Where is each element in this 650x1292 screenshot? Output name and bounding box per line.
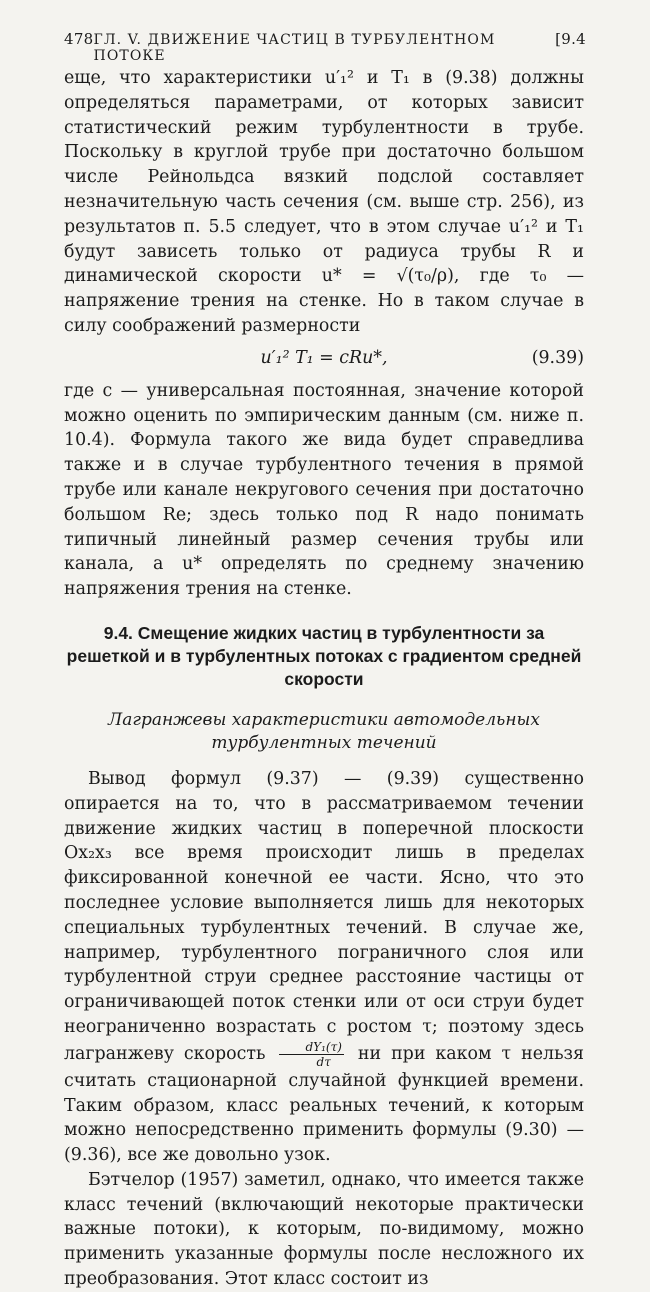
paragraph-3 xyxy=(64,767,584,1168)
page-body xyxy=(64,66,584,1292)
formula-9-39 xyxy=(64,339,584,379)
section-heading: 9.4. Смещение жидких частиц в турбулентности за решеткой и в турбулентных потоках с градиентом средней скорости xyxy=(66,622,582,689)
equation-number: (9.39) xyxy=(531,348,584,369)
formula-expression: u′₁² T₁ = cRu*, xyxy=(260,348,388,369)
fraction-numerator: dY₁(τ) xyxy=(279,1040,343,1055)
section-reference: [9.4 xyxy=(555,30,586,48)
paragraph-3-text-after: ни при каком τ нельзя считать стационарной случайной функцией времени. Таким образом, класс реальных течений, к которым можно непосредственно применить формулы (9.30) — (9.36), все же довольно узок. xyxy=(64,1043,585,1166)
page-number: 478 xyxy=(64,30,94,48)
paragraph-3-text-before: Вывод формул (9.37) — (9.39) существенно опирается на то, что в рассматриваемом течении движение жидких частиц в поперечной плоскости Ox₂x₃ все время происходит лишь в пределах фиксированной конечной ее части. Ясно, что это последнее условие выполняется лишь для некоторых специальных турбулентных течений. В случае же, например, турбулентного пограничного слоя или турбулентной струи среднее расстояние частицы от ограничивающей поток стенки или от оси струи будет неограниченно возрастать с ростом τ; поэтому здесь лагранжеву скорость xyxy=(64,768,584,1064)
paragraph-2: где c — универсальная постоянная, значение которой можно оценить по эмпирическим данным (см. ниже п. 10.4). Формула такого же вида будет справедлива также и в случае турбулентного течения в прямой трубе или канале некругового сечения при достаточно большом Re; здесь только под R надо понимать типичный линейный размер сечения трубы или канала, а u* определять по среднему значению напряжения трения на стенке. xyxy=(64,380,584,600)
running-title: ГЛ. V. ДВИЖЕНИЕ ЧАСТИЦ В ТУРБУЛЕНТНОМ ПОТОКЕ xyxy=(93,32,496,64)
paragraph-4: Бэтчелор (1957) заметил, однако, что имеется также класс течений (включающий некоторые практически важные потоки), к которым, по-видимому, можно применить указанные формулы после несложного их преобразования. Этот класс состоит из xyxy=(64,1169,584,1290)
fraction-denominator: dτ xyxy=(316,1054,331,1069)
paragraph-1: еще, что характеристики u′₁² и T₁ в (9.38) должны определяться параметрами, от которых зависит статистический режим турбулентности в трубе. Поскольку в круглой трубе при достаточно большом числе Рейнольдса вязкий подслой составляет незначительную часть сечения (см. выше стр. 256), из результатов п. 5.5 следует, что в этом случае u′₁² и T₁ будут зависеть только от радиуса трубы R и динамической скорости u* = √(τ₀/ρ), где τ₀ — напряжение трения на стенке. Но в таком случае в силу соображений размерности xyxy=(64,68,584,336)
lagrangian-velocity-fraction xyxy=(279,1040,343,1069)
running-header xyxy=(64,30,586,64)
subsection-heading: Лагранжевы характеристики автомодельных турбулентных течений xyxy=(108,709,540,753)
